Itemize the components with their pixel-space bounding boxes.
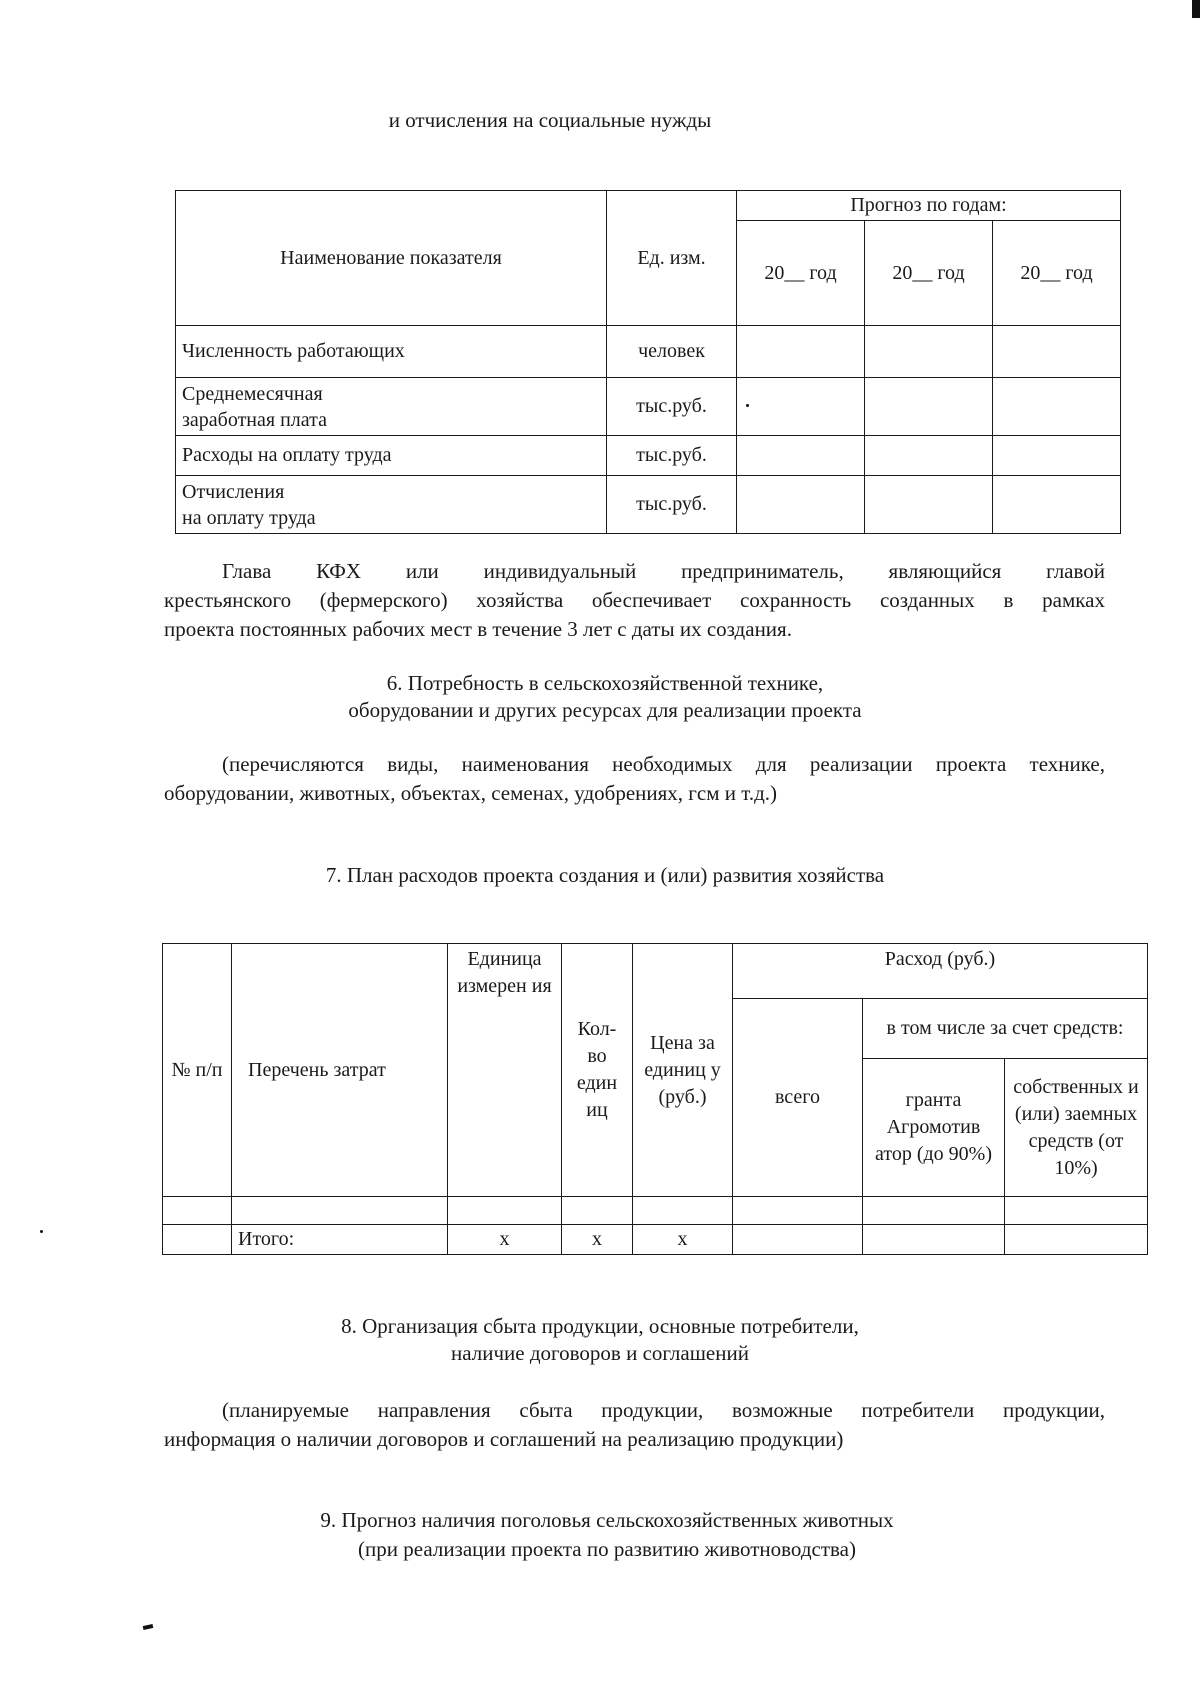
header-year-1: 20__ год bbox=[737, 221, 865, 326]
header-year-3: 20__ год bbox=[993, 221, 1121, 326]
header-num: № п/п bbox=[163, 944, 232, 1197]
row-unit: человек bbox=[607, 326, 737, 378]
cell-empty bbox=[865, 326, 993, 378]
section6-title-line1: 6. Потребность в сельскохозяйственной технике, bbox=[386, 671, 824, 695]
kfh-line-2: крестьянского (фермерского) хозяйства обеспечивает сохранность созданных в рамках bbox=[164, 588, 1105, 612]
section9-title-line1: 9. Прогноз наличия поголовья сельскохозяйственных животных bbox=[320, 1508, 894, 1532]
section6-note bbox=[164, 750, 1105, 808]
table-row bbox=[176, 326, 1121, 378]
cell-empty bbox=[733, 1197, 863, 1225]
cell-empty bbox=[993, 326, 1121, 378]
row-name: Численность работающих bbox=[176, 326, 607, 378]
row-name bbox=[176, 378, 607, 436]
row-name-line1: Отчисления bbox=[182, 480, 285, 503]
section6-note-line1: (перечисляются виды, наименования необходимых для реализации проекта технике, bbox=[222, 752, 1105, 776]
cell-empty bbox=[993, 476, 1121, 534]
section8-note-line1: (планируемые направления сбыта продукции, возможные потребители продукции, bbox=[222, 1398, 1105, 1422]
scan-speck bbox=[40, 1230, 43, 1233]
section8-title-line1: 8. Организация сбыта продукции, основные потребители, bbox=[341, 1314, 859, 1338]
header-unit: Единица измерен ия bbox=[448, 944, 562, 1197]
expense-table bbox=[162, 943, 1148, 1255]
table-row bbox=[176, 436, 1121, 476]
row-unit: тыс.руб. bbox=[607, 436, 737, 476]
row-name bbox=[176, 476, 607, 534]
cell-empty bbox=[737, 326, 865, 378]
header-unit: Ед. изм. bbox=[607, 191, 737, 326]
cell-empty bbox=[863, 1197, 1005, 1225]
scan-speck bbox=[746, 404, 749, 407]
cell-empty bbox=[448, 1197, 562, 1225]
header-qty: Кол- во един иц bbox=[562, 944, 633, 1197]
cell-empty bbox=[865, 436, 993, 476]
cell-empty bbox=[863, 1225, 1005, 1255]
scan-speck bbox=[1192, 0, 1200, 18]
header-total: всего bbox=[733, 999, 863, 1197]
cell-empty bbox=[1005, 1225, 1148, 1255]
row-name: Расходы на оплату труда bbox=[176, 436, 607, 476]
table-row bbox=[163, 1197, 1148, 1225]
cell-empty bbox=[865, 378, 993, 436]
header-own-funds: собственных и (или) заемных средств (от 10%) bbox=[1005, 1059, 1148, 1197]
cell-empty bbox=[865, 476, 993, 534]
cell-empty bbox=[562, 1197, 633, 1225]
section8-note bbox=[164, 1396, 1105, 1454]
cell-empty bbox=[737, 476, 865, 534]
kfh-paragraph bbox=[164, 557, 1105, 644]
header-expense: Расход (руб.) bbox=[733, 944, 1148, 999]
header-price: Цена за единиц у (руб.) bbox=[633, 944, 733, 1197]
cell-empty bbox=[733, 1225, 863, 1255]
row-unit: тыс.руб. bbox=[607, 378, 737, 436]
kfh-line-3: проекта постоянных рабочих мест в течение 3 лет с даты их создания. bbox=[164, 617, 792, 641]
header-including: в том числе за счет средств: bbox=[863, 999, 1148, 1059]
cell-empty bbox=[633, 1197, 733, 1225]
total-label: Итого: bbox=[232, 1225, 448, 1255]
cell-empty bbox=[737, 378, 865, 436]
row-name-line2: заработная плата bbox=[182, 408, 327, 431]
header-grant: гранта Агромотив атор (до 90%) bbox=[863, 1059, 1005, 1197]
cell-empty bbox=[993, 378, 1121, 436]
table-row bbox=[176, 378, 1121, 436]
x-mark: x bbox=[448, 1225, 562, 1255]
header-indicator-name: Наименование показателя bbox=[176, 191, 607, 326]
header-year-2: 20__ год bbox=[865, 221, 993, 326]
kfh-line-1: Глава КФХ или индивидуальный предприниматель, являющийся главой bbox=[222, 559, 1105, 583]
cell-empty bbox=[993, 436, 1121, 476]
header-cost-list: Перечень затрат bbox=[232, 944, 448, 1197]
cell-empty bbox=[163, 1197, 232, 1225]
header-forecast: Прогноз по годам: bbox=[737, 191, 1121, 221]
cell-empty bbox=[1005, 1197, 1148, 1225]
scan-speck bbox=[143, 1624, 154, 1630]
table-row bbox=[176, 476, 1121, 534]
row-name-line2: на оплату труда bbox=[182, 506, 316, 529]
section8-title-line2: наличие договоров и соглашений bbox=[451, 1341, 749, 1365]
section6-note-line2: оборудовании, животных, объектах, семенах, удобрениях, гсм и т.д.) bbox=[164, 781, 778, 805]
section8-note-line2: информация о наличии договоров и соглашений на реализацию продукции) bbox=[164, 1427, 844, 1451]
total-row bbox=[163, 1225, 1148, 1255]
section9-title-line2: (при реализации проекта по развитию животноводства) bbox=[358, 1537, 856, 1561]
row-name-line1: Среднемесячная bbox=[182, 382, 323, 405]
section7-title: 7. План расходов проекта создания и (или) развития хозяйства bbox=[325, 863, 885, 887]
x-mark: x bbox=[633, 1225, 733, 1255]
staff-table bbox=[175, 190, 1121, 534]
cell-empty bbox=[163, 1225, 232, 1255]
x-mark: x bbox=[562, 1225, 633, 1255]
row-unit: тыс.руб. bbox=[607, 476, 737, 534]
cell-empty bbox=[737, 436, 865, 476]
section6-title-line2: оборудовании и других ресурсах для реализации проекта bbox=[348, 698, 862, 722]
section5-title-tail: и отчисления на социальные нужды bbox=[388, 108, 712, 132]
cell-empty bbox=[232, 1197, 448, 1225]
